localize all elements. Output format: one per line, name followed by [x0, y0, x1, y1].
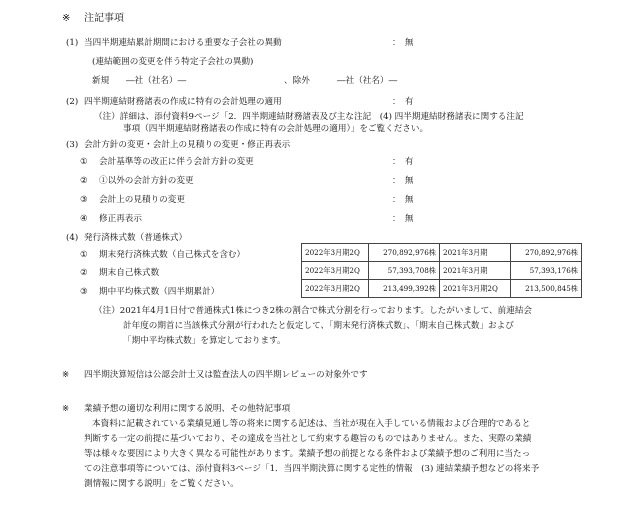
list-item-text: 修正再表示 [99, 214, 142, 224]
period-cell: 2021年3月期 [440, 262, 511, 280]
section4-note-line2: 計年度の期首に当該株式分割が行われたと仮定して、「期末発行済株式数」、「期末自己株式数」および [123, 321, 514, 331]
table-row [302, 280, 582, 298]
section4-text: 発行済株式数（普通株式） [84, 233, 188, 243]
forecast-line: 等は様々な要因により大きく異なる可能性があります。業績予想の前提となる条件および業績予想のご利用に当たっ [84, 449, 531, 459]
note-mark: ※ [62, 404, 70, 414]
review-text: 四半期決算短信は公認会計士又は監査法人の四半期レビューの対象外です [84, 370, 368, 380]
list-item-text: 会計上の見積りの変更 [99, 195, 185, 205]
section2-note-line2: 事項（四半期連結財務諸表の作成に特有の会計処理の適用）」をご覧ください。 [123, 124, 429, 134]
section2-text: 四半期連結財務諸表の作成に特有の会計処理の適用 [84, 97, 282, 107]
table-row [302, 262, 582, 280]
share-row-number: ② [80, 268, 88, 278]
table-row [302, 244, 582, 262]
period-cell: 2022年3月期2Q [302, 262, 369, 280]
section2-note-line1: （注）詳細は、添付資料9ページ「2．四半期連結財務諸表及び主な注記 (4) 四半期連結財務諸表に関する注記 [94, 112, 524, 122]
shares-cell: 57,393,708株 [369, 262, 440, 280]
section1-value: ： 無 [392, 38, 414, 48]
share-row-number: ③ [80, 287, 88, 297]
shares-cell: 57,393,176株 [511, 262, 582, 280]
note-mark: ※ [62, 370, 70, 380]
new-label: 新規 [92, 76, 110, 86]
section1-sub: (連結範囲の変更を伴う特定子会社の異動) [92, 57, 254, 67]
exclude-value: ―社（社名）― [337, 76, 398, 86]
list-item-value: ： 無 [392, 195, 414, 205]
forecast-line: 本資料に記載されている業績見通し等の将来に関する記述は、当社が現在入手している情報および合理的であると [92, 419, 531, 429]
section1-label: (1) [66, 38, 79, 48]
section3-text: 会計方針の変更・会計上の見積りの変更・修正再表示 [84, 140, 291, 150]
period-cell: 2021年3月期2Q [440, 280, 511, 298]
forecast-title: 業績予想の適切な利用に関する説明、その他特記事項 [84, 404, 291, 414]
section4-note-line1: （注）2021年4月1日付で普通株式1株につき2株の割合で株式分割を行っております。したがいまして、前連結会 [94, 306, 533, 316]
list-item-value: ： 無 [392, 214, 414, 224]
list-item-number: ③ [80, 195, 88, 205]
section2-value: ： 有 [392, 97, 414, 107]
share-row-label: 期末自己株式数 [99, 268, 160, 278]
exclude-label: 、除外 [284, 76, 310, 86]
shares-cell: 213,500,845株 [511, 280, 582, 298]
list-item-value: ： 無 [392, 176, 414, 186]
section4-label: (4) [66, 233, 79, 243]
section4-note-line3: 「期中平均株式数」を算定しております。 [123, 336, 286, 346]
section3-label: (3) [66, 140, 79, 150]
period-cell: 2022年3月期2Q [302, 280, 369, 298]
list-item-text: ①以外の会計方針の変更 [99, 176, 194, 186]
list-item-number: ① [80, 157, 88, 167]
share-row-number: ① [80, 250, 88, 260]
list-item-number: ② [80, 176, 88, 186]
forecast-line: 測情報に関する説明」をご覧ください。 [84, 479, 239, 489]
list-item-number: ④ [80, 214, 88, 224]
section-title: 注記事項 [84, 13, 124, 24]
share-row-label: 期中平均株式数（四半期累計） [99, 287, 220, 297]
shares-table [301, 243, 582, 298]
period-cell: 2021年3月期 [440, 244, 511, 262]
section2-label: (2) [66, 97, 79, 107]
section1-text: 当四半期連結累計期間における重要な子会社の異動 [84, 38, 282, 48]
share-row-label: 期末発行済株式数（自己株式を含む） [99, 250, 246, 260]
new-value: ―社（社名）― [126, 76, 187, 86]
forecast-line: 判断する一定の前提に基づいており、その達成を当社として約束する趣旨のものではありません。また、実際の業績 [84, 434, 532, 444]
shares-cell: 270,892,976株 [369, 244, 440, 262]
forecast-line: ての注意事項等については、添付資料3ページ「1．当四半期決算に関する定性的情報 (3) 連結業績予想などの将来予 [84, 464, 540, 474]
note-mark: ※ [62, 13, 71, 24]
list-item-value: ： 有 [392, 157, 414, 167]
shares-cell: 270,892,976株 [511, 244, 582, 262]
list-item-text: 会計基準等の改正に伴う会計方針の変更 [99, 157, 254, 167]
shares-cell: 213,499,392株 [369, 280, 440, 298]
period-cell: 2022年3月期2Q [302, 244, 369, 262]
